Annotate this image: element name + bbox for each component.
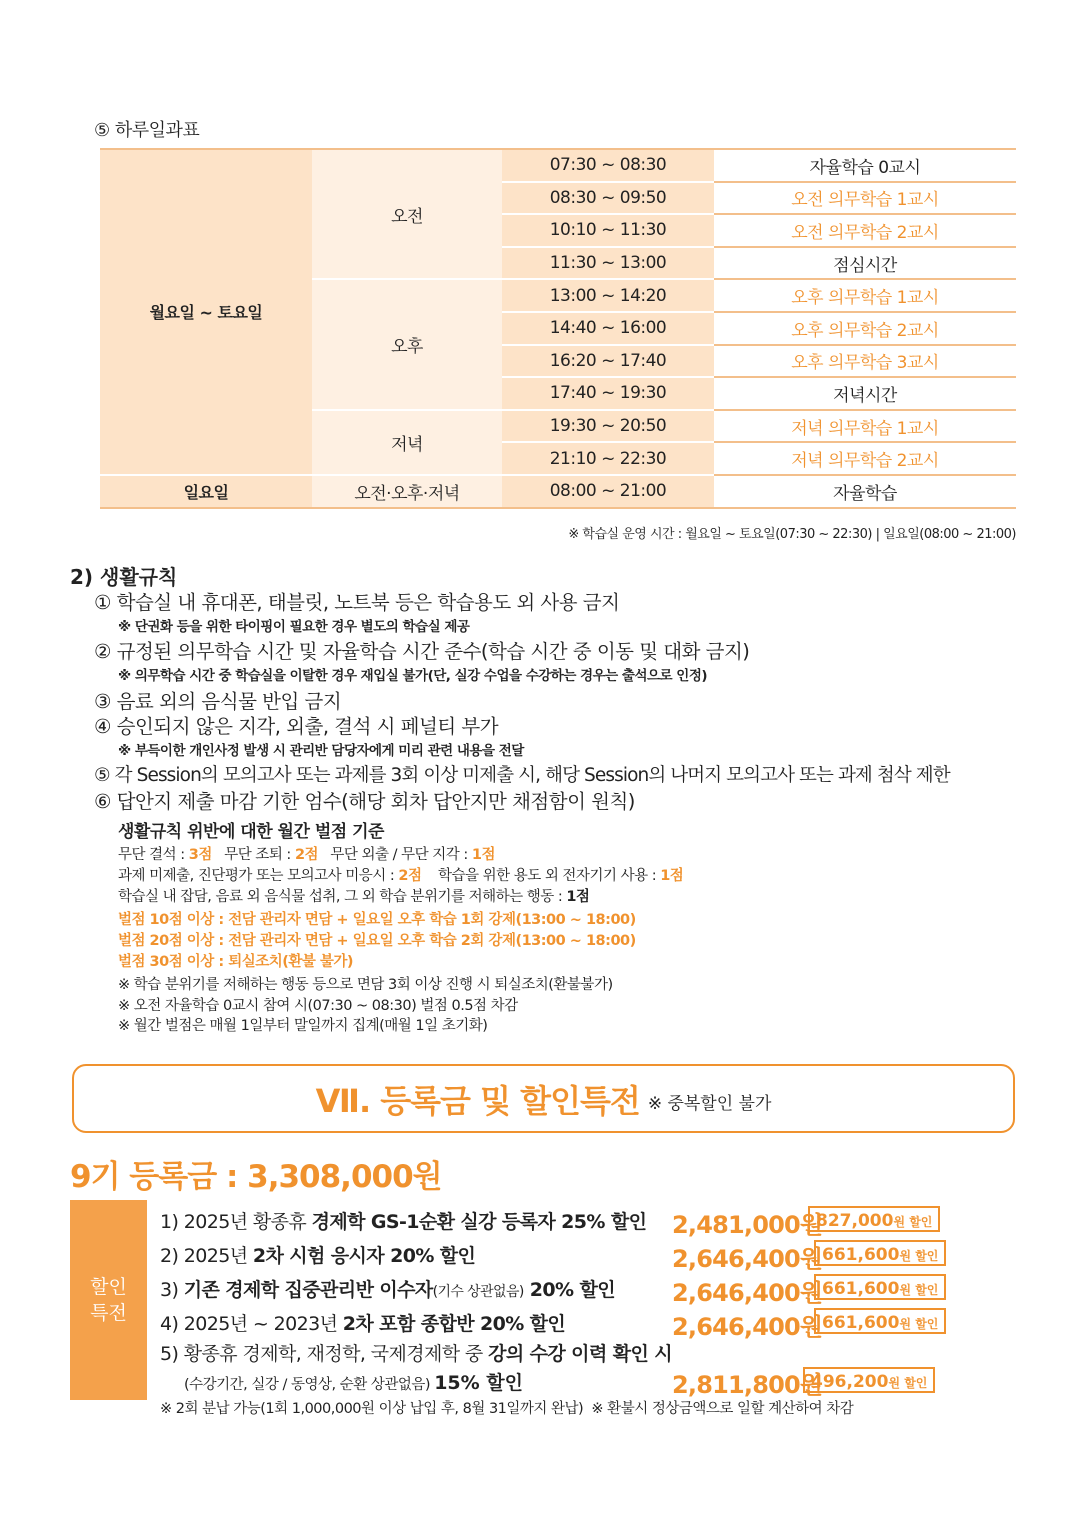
time-cell: 16:20 ~ 17:40 [502,345,714,378]
penalty-title: 생활규칙 위반에 대한 월간 벌점 기준 [118,822,384,842]
weekday-cell: 월요일 ~ 토요일 [100,149,312,475]
penalty-tier-10: 벌점 10점 이상 : 전담 관리자 면담 + 일요일 오후 학습 1회 강제(13:00 ~ 18:00) [118,912,636,928]
penalty-line-3 [118,885,589,906]
rule-6: ⑥ 답안지 제출 마감 기한 엄수(해당 회차 답안지만 채점함이 원칙) [94,790,635,813]
discount-text-bold: 2차 포함 종합반 20% 할인 [342,1313,566,1335]
discount-unit: 원 할인 [899,1317,939,1331]
activity-cell: 오후 의무학습 1교시 [714,279,1016,312]
discount-text: 2) 2025년 [160,1245,253,1267]
penalty-text: 무단 외출 / 무단 지각 : [330,847,472,863]
discount-amount: 827,000 [816,1211,894,1231]
discount-4-badge [814,1308,946,1334]
time-cell: 08:00 ~ 21:00 [502,475,714,508]
penalty-tier-30: 벌점 30점 이상 : 퇴실조치(환불 불가) [118,954,354,970]
penalty-tier-20: 벌점 20점 이상 : 전담 관리자 면담 + 일요일 오후 학습 2회 강제(13:00 ~ 18:00) [118,933,636,949]
period-eve: 저녁 [312,410,502,475]
penalty-line-1 [118,843,495,864]
activity-cell: 점심시간 [714,247,1016,280]
discount-amount: 661,600 [822,1245,900,1265]
activity-cell: 오후 의무학습 3교시 [714,345,1016,378]
schedule-heading: ⑤ 하루일과표 [94,120,200,141]
rule-2-note: ※ 의무학습 시간 중 학습실을 이탈한 경우 재입실 불가(단, 실강 수업을 수강하는 경우는 출석으로 인정) [118,668,708,684]
sunday-cell: 일요일 [100,475,312,508]
rule-5: ⑤ 각 Session의 모의고사 또는 과제를 3회 이상 미제출 시, 해당 Session의 나머지 모의고사 또는 과제 첨삭 제한 [94,765,950,786]
penalty-text: 무단 조퇴 : [224,847,295,863]
discount-5-badge [803,1367,935,1393]
penalty-note-2: ※ 오전 자율학습 0교시 참여 시(07:30 ~ 08:30) 벌점 0.5점 차감 [118,998,518,1014]
rule-3: ③ 음료 외의 음식물 반입 금지 [94,690,342,713]
discount-side-label [70,1200,147,1400]
activity-cell: 저녁 의무학습 1교시 [714,410,1016,443]
side-label-line: 할인 [90,1276,127,1298]
discount-text-bold: 15% 할인 [434,1372,523,1394]
discount-text-bold: 2차 시험 응시자 20% 할인 [252,1245,476,1267]
activity-cell: 저녁시간 [714,377,1016,410]
penalty-points: 2점 [294,847,319,863]
discount-text-bold: 기존 경제학 집중관리반 이수자 [183,1279,433,1301]
discount-unit: 원 할인 [888,1376,928,1390]
time-cell: 19:30 ~ 20:50 [502,410,714,443]
discount-amount: 661,600 [822,1279,900,1299]
discount-1-price: 2,481,000원 [672,1211,823,1239]
penalty-text: 무단 결석 : [118,847,189,863]
discount-1 [160,1207,646,1234]
penalty-points: 2점 [398,868,422,884]
section-note: ※ 중복할인 불가 [647,1094,772,1114]
discount-text-small: (기수 상관없음) [432,1284,524,1300]
discount-text-small: (수강기간, 실강 / 동영상, 순환 상관없음) [184,1377,435,1393]
time-cell: 21:10 ~ 22:30 [502,442,714,475]
penalty-line-2 [118,864,683,885]
discount-text: 3) [160,1279,184,1301]
penalty-text: 학습을 위한 용도 외 전자기기 사용 : [437,868,661,884]
discount-text-bold: 강의 수강 이력 확인 시 [488,1343,672,1365]
discount-1-badge [808,1206,940,1232]
schedule-footnote: ※ 학습실 운영 시간 : 월요일 ~ 토요일(07:30 ~ 22:30) | 일요일(08:00 ~ 21:00) [568,527,1016,542]
time-cell: 08:30 ~ 09:50 [502,182,714,215]
penalty-note-1: ※ 학습 분위기를 저해하는 행동 등으로 면담 3회 이상 진행 시 퇴실조치(환불불가) [118,977,613,993]
penalty-points: 1점 [566,889,590,905]
rule-2: ② 규정된 의무학습 시간 및 자율학습 시간 준수(학습 시간 중 이동 및 대화 금지) [94,640,750,663]
activity-cell: 오전 의무학습 2교시 [714,214,1016,247]
discount-text: 5) 황종휴 경제학, 재정학, 국제경제학 중 [160,1343,489,1365]
discount-5-price: 2,811,800원 [672,1371,823,1399]
discount-text: 4) 2025년 ~ 2023년 [160,1313,343,1335]
discount-text: 1) 2025년 황종휴 [160,1211,312,1233]
discount-5 [160,1339,672,1366]
discount-3 [160,1275,615,1302]
time-cell: 10:10 ~ 11:30 [502,214,714,247]
rules-heading: 2) 생활규칙 [70,565,178,589]
penalty-text: 과제 미제출, 진단평가 또는 모의고사 미응시 : [118,868,399,884]
discount-4-price: 2,646,400원 [672,1313,823,1341]
discount-4 [160,1309,565,1336]
period-pm: 오후 [312,279,502,409]
time-cell: 07:30 ~ 08:30 [502,149,714,182]
discount-2-badge [814,1240,946,1266]
discount-amount: 661,600 [822,1313,900,1333]
activity-cell: 자율학습 0교시 [714,149,1016,182]
penalty-points: 3점 [188,847,212,863]
tuition-footer: ※ 2회 분납 가능(1회 1,000,000원 이상 납입 후, 8월 31일까지 완납) ※ 환불시 정상금액으로 일할 계산하여 차감 [160,1401,854,1417]
time-cell: 14:40 ~ 16:00 [502,312,714,345]
discount-3-price: 2,646,400원 [672,1279,823,1307]
time-cell: 13:00 ~ 14:20 [502,279,714,312]
section-title: Ⅶ. 등록금 및 할인특전 [315,1081,640,1120]
discount-3-badge [814,1274,946,1300]
activity-cell: 오전 의무학습 1교시 [714,182,1016,215]
discount-text-bold: 경제학 GS-1순환 실강 등록자 25% 할인 [311,1211,647,1233]
rule-1: ① 학습실 내 휴대폰, 태블릿, 노트북 등은 학습용도 외 사용 금지 [94,591,620,614]
discount-amount: 496,200 [811,1372,889,1392]
penalty-points: 1점 [660,868,684,884]
tuition-title: 9기 등록금 : 3,308,000원 [70,1159,442,1195]
discount-2-price: 2,646,400원 [672,1245,823,1273]
time-cell: 17:40 ~ 19:30 [502,377,714,410]
schedule-table [100,148,1016,509]
rule-4: ④ 승인되지 않은 지각, 외출, 결석 시 페널티 부가 [94,715,499,738]
activity-cell: 자율학습 [714,475,1016,508]
activity-cell: 오후 의무학습 2교시 [714,312,1016,345]
discount-unit: 원 할인 [893,1215,933,1229]
side-label-line: 특전 [90,1302,127,1324]
discount-unit: 원 할인 [899,1249,939,1263]
activity-cell: 저녁 의무학습 2교시 [714,442,1016,475]
section-banner [72,1064,1015,1133]
rule-1-note: ※ 단권화 등을 위한 타이핑이 필요한 경우 별도의 학습실 제공 [118,619,470,635]
penalty-text: 학습실 내 잡담, 음료 외 음식물 섭취, 그 외 학습 분위기를 저해하는 행동 : [118,889,567,905]
discount-5-sub [184,1368,523,1395]
penalty-note-3: ※ 월간 벌점은 매월 1일부터 말일까지 집계(매월 1일 초기화) [118,1018,488,1034]
discount-2 [160,1241,475,1268]
time-cell: 11:30 ~ 13:00 [502,247,714,280]
discount-text-bold: 20% 할인 [523,1279,615,1301]
discount-unit: 원 할인 [899,1283,939,1297]
rule-4-note: ※ 부득이한 개인사정 발생 시 관리반 담당자에게 미리 관련 내용을 전달 [118,743,524,759]
penalty-points: 1점 [471,847,495,863]
period-sun: 오전·오후·저녁 [312,475,502,508]
period-am: 오전 [312,149,502,279]
